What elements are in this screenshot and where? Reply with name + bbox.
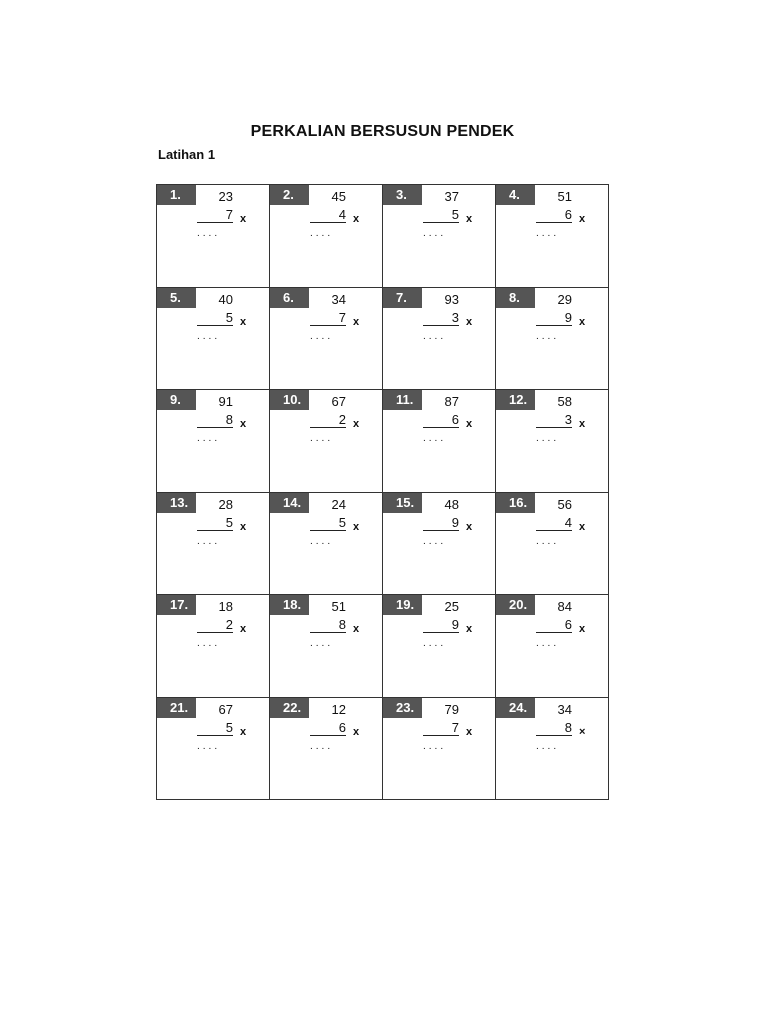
answer-placeholder: ....	[423, 228, 447, 239]
problem-cell	[496, 493, 609, 596]
multiply-sign: x	[466, 623, 473, 635]
multiplier: 8	[310, 617, 346, 633]
multiplier: 6	[536, 617, 572, 633]
problem-cell	[270, 595, 383, 698]
answer-placeholder: ....	[423, 638, 447, 649]
multiply-sign: x	[466, 213, 473, 225]
problem-number: 16.	[496, 493, 535, 513]
multiplicand: 24	[331, 496, 346, 512]
answer-placeholder: ....	[197, 535, 221, 547]
problem-number: 24.	[496, 698, 535, 718]
answer-placeholder: ....	[310, 535, 334, 547]
multiplicand: 48	[444, 496, 459, 512]
multiply-sign: x	[353, 623, 360, 635]
multiplier: 9	[423, 617, 459, 633]
multiplicand: 23	[218, 189, 233, 204]
problem-cell	[270, 288, 383, 391]
multiplicand: 79	[444, 701, 459, 717]
multiplicand: 91	[218, 394, 233, 409]
problem-cell	[496, 185, 609, 288]
multiply-sign: x	[579, 213, 586, 225]
multiplicand: 51	[331, 599, 346, 614]
answer-placeholder: ....	[197, 433, 221, 444]
problem-cell	[157, 595, 270, 698]
problem-cell	[157, 698, 270, 801]
multiply-sign: x	[353, 315, 360, 328]
problem-number: 6.	[270, 288, 309, 308]
problem-cell	[496, 698, 609, 801]
multiply-sign: x	[353, 725, 360, 738]
problem-number: 4.	[496, 185, 535, 205]
multiplier: 4	[536, 515, 572, 531]
multiplier: 8	[197, 412, 233, 428]
multiplicand: 56	[557, 496, 572, 512]
multiplicand: 51	[557, 189, 572, 204]
problem-number: 10.	[270, 390, 309, 410]
problem-number: 21.	[157, 698, 196, 718]
problem-cell	[157, 390, 270, 493]
multiply-sign: x	[240, 213, 247, 225]
multiply-sign: x	[466, 418, 473, 430]
multiplier: 5	[197, 310, 233, 326]
multiplicand: 40	[218, 291, 233, 307]
multiply-sign: x	[353, 520, 360, 533]
problem-number: 3.	[383, 185, 422, 205]
multiplicand: 12	[331, 701, 346, 717]
multiplier: 7	[423, 720, 459, 736]
multiplier: 8	[536, 720, 572, 736]
problem-number: 14.	[270, 493, 309, 513]
page-title: PERKALIAN BERSUSUN PENDEK	[250, 123, 515, 140]
problem-number: 13.	[157, 493, 196, 513]
problem-cell	[383, 185, 496, 288]
multiplier: 5	[310, 515, 346, 531]
answer-placeholder: ....	[197, 330, 221, 342]
multiplicand: 58	[557, 394, 572, 409]
multiply-sign: x	[240, 418, 247, 430]
answer-placeholder: ....	[536, 638, 560, 649]
answer-placeholder: ....	[536, 740, 560, 752]
multiplicand: 18	[218, 599, 233, 614]
problem-cell	[157, 185, 270, 288]
multiply-sign: x	[579, 623, 586, 635]
multiplier: 5	[423, 207, 459, 223]
problem-cell	[496, 390, 609, 493]
multiplier: 6	[310, 720, 346, 736]
answer-placeholder: ....	[197, 228, 221, 239]
multiplier: 2	[197, 617, 233, 633]
answer-placeholder: ....	[197, 638, 221, 649]
multiplier: 9	[536, 310, 572, 326]
answer-placeholder: ....	[423, 535, 447, 547]
multiply-sign: x	[466, 725, 473, 738]
answer-placeholder: ....	[423, 740, 447, 752]
problem-number: 11.	[383, 390, 422, 410]
problem-cell	[270, 493, 383, 596]
multiply-sign: x	[353, 213, 360, 225]
multiply-sign: x	[353, 418, 360, 430]
multiplier: 5	[197, 720, 233, 736]
multiply-sign: x	[240, 315, 247, 328]
problem-cell	[157, 493, 270, 596]
multiplicand: 25	[444, 599, 459, 614]
multiplicand: 84	[557, 599, 572, 614]
multiply-sign: x	[466, 315, 473, 328]
problem-number: 15.	[383, 493, 422, 513]
problem-number: 17.	[157, 595, 196, 615]
multiply-sign: x	[240, 623, 247, 635]
multiplicand: 67	[331, 394, 346, 409]
problem-number: 23.	[383, 698, 422, 718]
multiplicand: 34	[557, 701, 572, 717]
problem-cell	[157, 288, 270, 391]
problem-number: 20.	[496, 595, 535, 615]
multiply-sign: x	[579, 418, 586, 430]
problem-cell	[270, 185, 383, 288]
problem-cell	[383, 698, 496, 801]
problem-cell	[383, 390, 496, 493]
multiply-sign: x	[466, 520, 473, 533]
answer-placeholder: ....	[423, 330, 447, 342]
problem-cell	[496, 288, 609, 391]
answer-placeholder: ....	[423, 433, 447, 444]
problem-cell	[383, 288, 496, 391]
answer-placeholder: ....	[197, 740, 221, 752]
multiply-sign: x	[240, 725, 247, 738]
problem-cell	[270, 390, 383, 493]
problem-number: 7.	[383, 288, 422, 308]
problem-number: 8.	[496, 288, 535, 308]
answer-placeholder: ....	[310, 740, 334, 752]
multiplier: 9	[423, 515, 459, 531]
answer-placeholder: ....	[536, 535, 560, 547]
multiplier: 2	[310, 412, 346, 428]
problem-number: 19.	[383, 595, 422, 615]
multiply-sign: x	[579, 520, 586, 533]
problem-number: 12.	[496, 390, 535, 410]
multiply-sign: ×	[579, 725, 586, 738]
answer-placeholder: ....	[310, 638, 334, 649]
answer-placeholder: ....	[310, 228, 334, 239]
multiplier: 3	[423, 310, 459, 326]
problem-cell	[270, 698, 383, 801]
multiplicand: 29	[557, 291, 572, 307]
multiplier: 5	[197, 515, 233, 531]
answer-placeholder: ....	[536, 330, 560, 342]
multiplier: 6	[423, 412, 459, 428]
multiply-sign: x	[240, 520, 247, 533]
answer-placeholder: ....	[310, 330, 334, 342]
problem-number: 9.	[157, 390, 196, 410]
problem-number: 2.	[270, 185, 309, 205]
multiplier: 6	[536, 207, 572, 223]
problem-cell	[496, 595, 609, 698]
answer-placeholder: ....	[310, 433, 334, 444]
problem-grid	[156, 184, 609, 800]
multiplier: 3	[536, 412, 572, 428]
multiply-sign: x	[579, 315, 586, 328]
answer-placeholder: ....	[536, 228, 560, 239]
exercise-label: Latihan 1	[158, 147, 216, 162]
problem-number: 18.	[270, 595, 309, 615]
multiplier: 4	[310, 207, 346, 223]
multiplicand: 34	[331, 291, 346, 307]
problem-number: 1.	[157, 185, 196, 205]
multiplicand: 87	[444, 394, 459, 409]
multiplicand: 37	[444, 189, 459, 204]
answer-placeholder: ....	[536, 433, 560, 444]
problem-number: 22.	[270, 698, 309, 718]
problem-number: 5.	[157, 288, 196, 308]
multiplier: 7	[197, 207, 233, 223]
multiplicand: 45	[331, 189, 346, 204]
problem-cell	[383, 493, 496, 596]
multiplicand: 93	[444, 291, 459, 307]
multiplicand: 67	[218, 701, 233, 717]
multiplier: 7	[310, 310, 346, 326]
problem-cell	[383, 595, 496, 698]
multiplicand: 28	[218, 496, 233, 512]
